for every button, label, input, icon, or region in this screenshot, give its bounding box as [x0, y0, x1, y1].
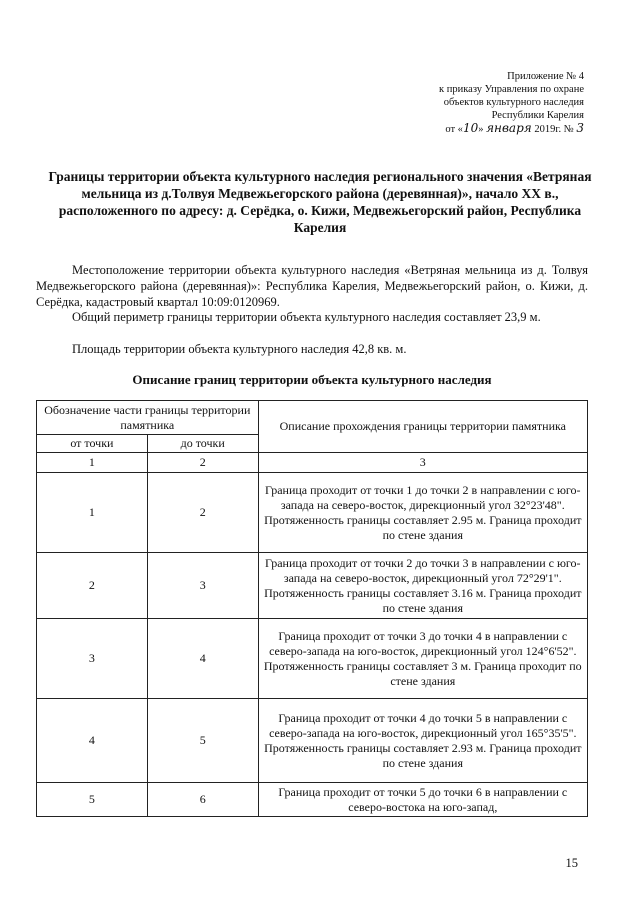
- table-row: [37, 783, 588, 817]
- to-point: 4: [147, 619, 258, 699]
- boundary-description: Граница проходит от точки 2 до точки 3 в направлении с юго-запада на северо-восток, дирекционный угол 72°29'1". Протяженность границы составляет 3.16 м. Граница проходит по стене здания: [258, 553, 587, 619]
- from-point: 4: [37, 699, 148, 783]
- from-point: 2: [37, 553, 148, 619]
- from-point: 5: [37, 783, 148, 817]
- header-to-point: до точки: [147, 435, 258, 453]
- to-point: 5: [147, 699, 258, 783]
- date-day: 10: [462, 121, 479, 135]
- boundary-description: Граница проходит от точки 3 до точки 4 в направлении с северо-запада на юго-восток, дирекционный угол 124°6'52". Протяженность границы составляет 3 м. Граница проходит по стене здания: [258, 619, 587, 699]
- appendix-authority-line: объектов культурного наследия: [443, 97, 584, 108]
- to-point: 2: [147, 473, 258, 553]
- from-point: 3: [37, 619, 148, 699]
- area-paragraph: Площадь территории объекта культурного наследия 42,8 кв. м.: [72, 342, 407, 356]
- table-caption: Описание границ территории объекта культурного наследия: [132, 372, 492, 387]
- column-number: 1: [37, 453, 148, 473]
- appendix-header: [344, 70, 584, 136]
- table-row: [37, 473, 588, 553]
- table-row: [37, 699, 588, 783]
- from-point: 1: [37, 473, 148, 553]
- appendix-order-line: к приказу Управления по охране: [439, 84, 584, 95]
- date-year: 2019г. №: [531, 124, 577, 135]
- boundary-description: Граница проходит от точки 4 до точки 5 в направлении с северо-запада на юго-восток, дирекционный угол 165°35'5". Протяженность границы составляет 2.93 м. Граница проходит по стене здания: [258, 699, 587, 783]
- boundary-table: [36, 400, 588, 817]
- boundary-description: Граница проходит от точки 5 до точки 6 в направлении с северо-востока на юго-запад,: [258, 783, 587, 817]
- to-point: 6: [147, 783, 258, 817]
- page-number: 15: [565, 856, 578, 870]
- column-number: 2: [147, 453, 258, 473]
- order-number: 3: [576, 121, 584, 135]
- date-mid: »: [478, 124, 487, 135]
- appendix-region-line: Республики Карелия: [491, 110, 584, 121]
- appendix-number: Приложение № 4: [507, 71, 584, 82]
- date-prefix: от «: [445, 124, 463, 135]
- header-description: Описание прохождения границы территории памятника: [258, 401, 587, 453]
- boundary-description: Граница проходит от точки 1 до точки 2 в направлении с юго-запада на северо-восток, дирекционный угол 32°23'48". Протяженность границы составляет 2.95 м. Граница проходит по стене здания: [258, 473, 587, 553]
- perimeter-paragraph: Общий периметр границы территории объекта культурного наследия составляет 23,9 м.: [72, 310, 541, 324]
- header-boundary-part: Обозначение части границы территории памятника: [37, 401, 259, 435]
- document-title: Границы территории объекта культурного наследия регионального значения «Ветряная мельница из д.Толвуя Медвежьегорского района (деревянная)», начало XX в., расположенного по адресу: д. Серёдка, о. Кижи, Медвежьегорский район, Республика Карелия: [48, 169, 592, 235]
- header-from-point: от точки: [37, 435, 148, 453]
- table-row: [37, 619, 588, 699]
- column-number: 3: [258, 453, 587, 473]
- appendix-date-line: [344, 122, 584, 136]
- to-point: 3: [147, 553, 258, 619]
- table-row: [37, 553, 588, 619]
- location-paragraph: Местоположение территории объекта культурного наследия «Ветряная мельница из д. Толвуя Медвежьегорского района (деревянная)»: Республика Карелия, Медвежьегорский район, о. Кижи, д. Серёдка, кадастровый квартал 10:09:0120969.: [36, 263, 588, 309]
- date-month: января: [486, 121, 532, 135]
